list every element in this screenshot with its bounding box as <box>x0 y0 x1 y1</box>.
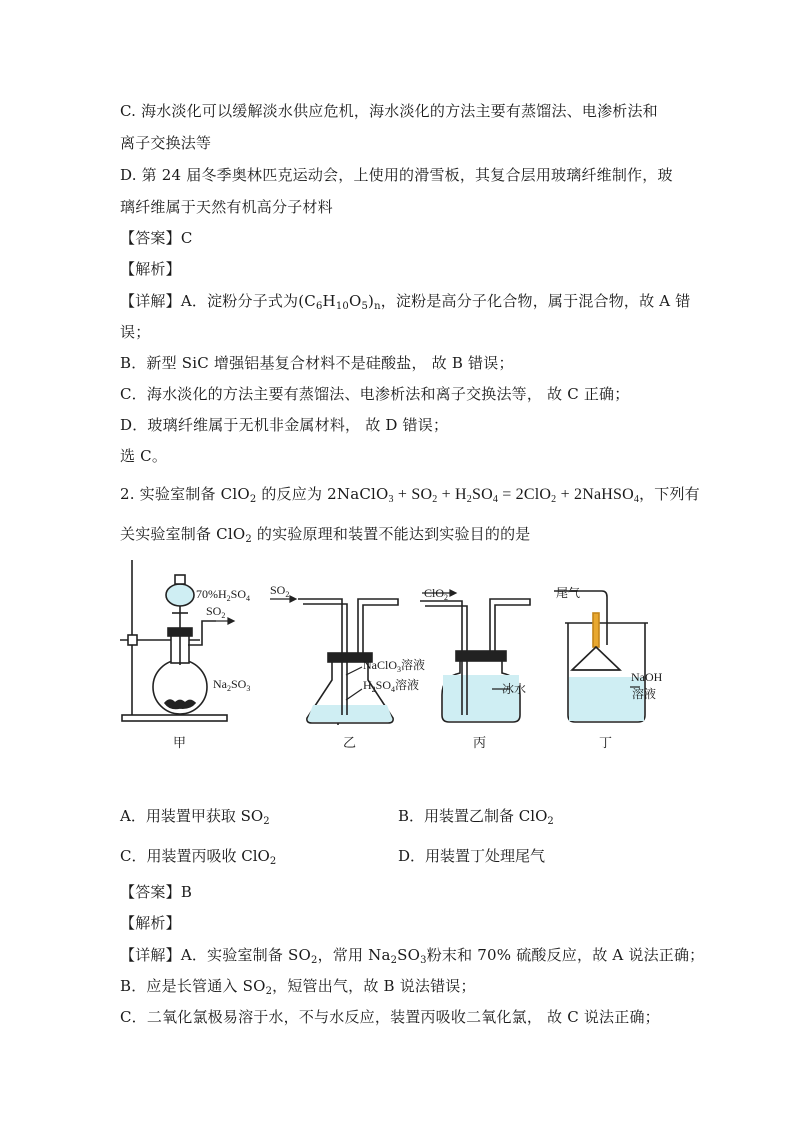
yi-gas-label: $SO_2$ <box>270 583 290 599</box>
q2-option-a: A．用装置甲获取 $SO_2$ <box>120 807 270 827</box>
answer-value: B <box>180 883 193 901</box>
ding-gas-label: 尾气 <box>556 586 581 600</box>
q2-answer <box>120 882 192 902</box>
detail-a-3: 粉末和 70% 硫酸反应，故 A 说法正确； <box>426 946 705 964</box>
q1-detail-d: D．玻璃纤维属于无机非金属材料， 故 D 错误； <box>120 416 449 434</box>
q2-detail-a: 【详解】A．实验室制备 $SO_2$，常用 $Na_2SO_3$粉末和 70% 硫酸反应，故 A 说法正确； <box>120 946 705 966</box>
q1-option-d-line1: D. 第 24 届冬季奥林匹克运动会，上使用的滑雪板，其复合层用玻璃纤维制作，玻 <box>120 166 673 184</box>
apparatus-ding <box>554 591 648 722</box>
caption-ding: 丁 <box>599 735 613 750</box>
jia-solid-label: $Na_2SO_3$ <box>213 677 251 693</box>
q2-stem-line2: 关实验室制备 ClO$_2$ 的实验原理和装置不能达到实验目的的是 <box>120 525 531 545</box>
option-c-text: C．用装置丙吸收 ClO <box>120 847 270 865</box>
caption-jia: 甲 <box>173 735 187 750</box>
q1-option-c-line1: C. 海水淡化可以缓解淡水供应危机，海水淡化的方法主要有蒸馏法、电渗析法和 <box>120 102 658 120</box>
stem-prefix: 2. 实验室制备 ClO <box>120 485 250 503</box>
detail-a-text: A．淀粉分子式为(C <box>180 292 316 310</box>
q2-option-d: D．用装置丁处理尾气 <box>398 847 546 865</box>
q1-analysis-label: 【解析】 <box>120 260 181 278</box>
q2-option-b: B．用装置乙制备 ClO$_2$ <box>398 807 554 827</box>
q1-detail-c: C．海水淡化的方法主要有蒸馏法、电渗析法和离子交换法等， 故 C 正确； <box>120 385 630 403</box>
ding-solution-label2: 溶液 <box>632 687 657 701</box>
apparatus-bing <box>420 599 530 722</box>
q1-detail-a-line2: 误； <box>120 323 151 341</box>
q1-option-d-line2: 璃纤维属于天然有机高分子材料 <box>120 198 333 216</box>
q1-answer <box>120 228 193 248</box>
answer-label: 【答案】 <box>120 883 181 901</box>
answer-label: 【答案】 <box>120 229 181 247</box>
yi-solution2-label: $H_2SO_4$溶液 <box>363 678 420 694</box>
caption-yi: 乙 <box>343 735 357 750</box>
detail-label: 【详解】 <box>120 292 181 310</box>
bing-liquid-label: 冰水 <box>502 682 527 696</box>
jia-acid-label: $70\%H_2SO_4$ <box>196 587 251 603</box>
jia-gas-label: $SO_2$ <box>206 604 226 620</box>
answer-value: C <box>180 229 193 247</box>
q1-option-c-line2: 离子交换法等 <box>120 134 212 152</box>
stem-line2-a: 关实验室制备 ClO <box>120 525 246 543</box>
bing-gas-label: ClO$_2$ <box>424 586 449 602</box>
option-b-text: B．用装置乙制备 ClO <box>398 807 548 825</box>
q1-detail-a: 【详解】A．淀粉分子式为$(C_6H_{10}O_5)_n$，淀粉是高分子化合物，属于混合物，故 A 错 <box>120 292 691 312</box>
apparatus-figure <box>110 555 690 755</box>
detail-a-2: ，常用 Na <box>317 946 391 964</box>
stem-mid: 的反应为 2NaClO <box>256 485 389 503</box>
q2-option-c: C．用装置丙吸收 ClO$_2$ <box>120 847 277 867</box>
detail-b-2: ，短管出气，故 B 说法错误； <box>272 977 476 995</box>
detail-a-1: A．实验室制备 SO <box>180 946 311 964</box>
apparatus-jia <box>120 560 227 721</box>
detail-label: 【详解】 <box>120 946 181 964</box>
option-a-text: A．用装置甲获取 SO <box>120 807 264 825</box>
q2-analysis-label: 【解析】 <box>120 914 181 932</box>
q2-stem-line1: 2. 实验室制备 ClO$_2$ 的反应为 2NaClO$_3$ + $SO_2 + H_2SO_4 = 2ClO_2$ + 2NaHSO$_4$，下列有 <box>120 485 700 505</box>
q2-detail-c: C．二氧化氯极易溶于水，不与水反应，装置丙吸收二氧化氯， 故 C 说法正确； <box>120 1008 660 1026</box>
q1-conclusion: 选 C。 <box>120 447 168 465</box>
caption-bing: 丙 <box>473 735 487 750</box>
detail-b-1: B．应是长管通入 SO <box>120 977 266 995</box>
detail-a-rest: ，淀粉是高分子化合物，属于混合物，故 A 错 <box>380 292 691 310</box>
ding-solution-label1: NaOH <box>631 670 663 684</box>
q1-detail-b: B．新型 SiC 增强铝基复合材料不是硅酸盐， 故 B 错误； <box>120 354 514 372</box>
stem-line2-b: 的实验原理和装置不能达到实验目的的是 <box>251 525 531 543</box>
yi-solution1-label: NaClO$_3$溶液 <box>363 658 426 674</box>
stem-suffix: ，下列有 <box>639 485 700 503</box>
q2-detail-b: B．应是长管通入 $SO_2$，短管出气，故 B 说法错误； <box>120 977 476 997</box>
